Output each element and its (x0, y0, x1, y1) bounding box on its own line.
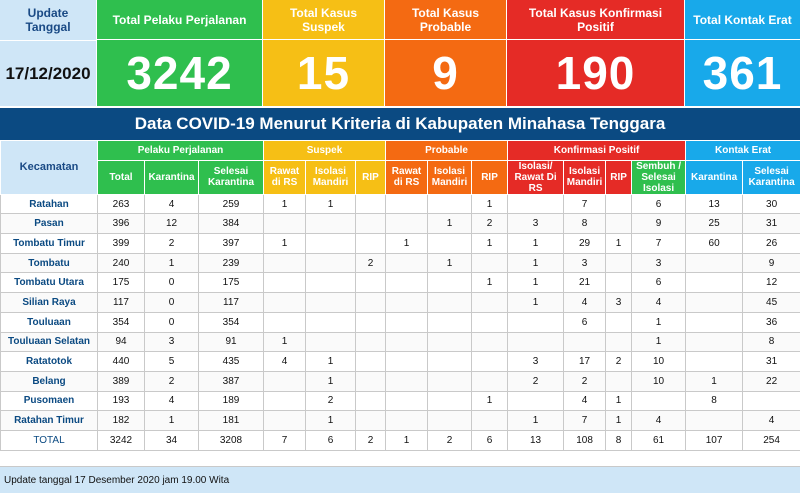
table-cell (264, 253, 306, 273)
total-travelers-value: 3242 (126, 47, 233, 99)
table-cell: 117 (98, 293, 145, 313)
table-row (1, 273, 800, 293)
table-cell (386, 273, 428, 293)
table-cell (386, 391, 428, 411)
table-cell (264, 293, 306, 313)
table-cell: 440 (98, 352, 145, 372)
table-cell (564, 332, 606, 352)
table-row (1, 234, 800, 254)
kecamatan-name: Tombatu Timur (1, 234, 98, 254)
table-cell: 1 (508, 234, 564, 254)
table-cell (743, 391, 800, 411)
total-probable-value: 9 (432, 47, 459, 99)
update-date-card (0, 0, 97, 106)
table-cell (356, 293, 386, 313)
table-cell: 8 (686, 391, 743, 411)
table-row (1, 352, 800, 372)
table-cell (264, 312, 306, 332)
table-cell: 1 (472, 273, 508, 293)
table-cell: 1 (386, 234, 428, 254)
table-cell: 1 (508, 293, 564, 313)
table-cell: 1 (472, 391, 508, 411)
table-row (1, 391, 800, 411)
table-cell: 396 (98, 214, 145, 234)
total-probable-label: Total Kasus Probable (385, 0, 506, 40)
table-cell: 175 (98, 273, 145, 293)
table-cell (386, 194, 428, 214)
table-cell: 4 (145, 194, 199, 214)
total-confirmed-label: Total Kasus Konfirmasi Positif (507, 0, 684, 40)
table-cell: 263 (98, 194, 145, 214)
table-cell (472, 332, 508, 352)
table-cell: 36 (743, 312, 800, 332)
table-cell: 6 (472, 430, 508, 450)
table-cell (264, 371, 306, 391)
table-cell (508, 332, 564, 352)
table-cell: 1 (606, 391, 632, 411)
total-travelers-label: Total Pelaku Perjalanan (97, 0, 262, 40)
table-cell (356, 312, 386, 332)
table-cell: 3242 (98, 430, 145, 450)
table-cell: 354 (98, 312, 145, 332)
table-cell: 1 (264, 234, 306, 254)
table-cell (264, 391, 306, 411)
table-cell (264, 411, 306, 431)
table-cell: 189 (199, 391, 264, 411)
table-cell (472, 253, 508, 273)
table-cell: 8 (564, 214, 606, 234)
table-cell: 12 (743, 273, 800, 293)
table-cell: 2 (145, 371, 199, 391)
table-cell: 22 (743, 371, 800, 391)
table-cell: 4 (743, 411, 800, 431)
kecamatan-name: Ratatotok (1, 352, 98, 372)
total-close-contact-label: Total Kontak Erat (685, 0, 800, 40)
table-cell: 94 (98, 332, 145, 352)
table-cell: 4 (145, 391, 199, 411)
table-cell: 0 (145, 273, 199, 293)
table-cell: 13 (508, 430, 564, 450)
table-cell: 181 (199, 411, 264, 431)
total-confirmed-card (507, 0, 685, 106)
table-cell (386, 411, 428, 431)
table-cell (386, 332, 428, 352)
table-cell: 3 (632, 253, 686, 273)
column-header: Selesai Karantina (199, 160, 264, 194)
table-cell: 31 (743, 352, 800, 372)
table-cell: 1 (686, 371, 743, 391)
table-cell: 0 (145, 293, 199, 313)
table-cell: 6 (564, 312, 606, 332)
column-header: RIP (606, 160, 632, 194)
table-cell: 9 (743, 253, 800, 273)
update-date-value: 17/12/2020 (0, 40, 96, 106)
table-cell: 399 (98, 234, 145, 254)
table-cell (686, 293, 743, 313)
table-cell: 182 (98, 411, 145, 431)
table-cell: 25 (686, 214, 743, 234)
table-cell (472, 411, 508, 431)
table-cell: 3 (508, 214, 564, 234)
table-cell: 1 (508, 273, 564, 293)
column-header: Total (98, 160, 145, 194)
total-suspect-card (263, 0, 385, 106)
table-cell: 1 (606, 411, 632, 431)
table-cell: 107 (686, 430, 743, 450)
table-cell (356, 352, 386, 372)
kecamatan-name: Tombatu (1, 253, 98, 273)
table-cell (606, 194, 632, 214)
table-cell: 435 (199, 352, 264, 372)
table-cell (686, 352, 743, 372)
table-cell (306, 214, 356, 234)
kecamatan-header: Kecamatan (1, 141, 98, 195)
table-cell: 3208 (199, 430, 264, 450)
table-cell (386, 371, 428, 391)
table-cell: 2 (472, 214, 508, 234)
table-cell (264, 273, 306, 293)
table-cell (356, 214, 386, 234)
table-cell: 1 (508, 411, 564, 431)
table-cell: 1 (428, 253, 472, 273)
table-row (1, 293, 800, 313)
total-close-contact-value: 361 (702, 47, 783, 99)
table-cell: 7 (564, 194, 606, 214)
table-cell: 108 (564, 430, 606, 450)
table-cell: 354 (199, 312, 264, 332)
table-cell: 1 (264, 332, 306, 352)
table-cell: 2 (564, 371, 606, 391)
table-row (1, 411, 800, 431)
table-cell (686, 253, 743, 273)
covid-data-table (0, 140, 800, 451)
table-row (1, 214, 800, 234)
table-cell (428, 194, 472, 214)
table-cell: 6 (632, 273, 686, 293)
table-cell: 1 (306, 371, 356, 391)
column-header: Isolasi Mandiri (428, 160, 472, 194)
table-cell (306, 273, 356, 293)
column-header: Isolasi Mandiri (306, 160, 356, 194)
kecamatan-name: Ratahan Timur (1, 411, 98, 431)
table-cell: 12 (145, 214, 199, 234)
table-cell: 397 (199, 234, 264, 254)
table-row (1, 312, 800, 332)
table-cell (428, 411, 472, 431)
table-cell: 34 (145, 430, 199, 450)
group-header-travelers: Pelaku Perjalanan (98, 141, 264, 161)
table-cell: 259 (199, 194, 264, 214)
table-cell: 7 (632, 234, 686, 254)
table-cell: 10 (632, 371, 686, 391)
table-cell: 4 (564, 293, 606, 313)
table-row (1, 194, 800, 214)
table-cell (386, 293, 428, 313)
table-cell: 1 (306, 194, 356, 214)
table-cell (606, 332, 632, 352)
table-cell: 1 (386, 430, 428, 450)
table-cell (428, 391, 472, 411)
table-cell: 3 (508, 352, 564, 372)
table-row (1, 371, 800, 391)
table-cell (356, 194, 386, 214)
table-cell (428, 312, 472, 332)
table-cell: 2 (145, 234, 199, 254)
table-cell (264, 214, 306, 234)
table-cell: 0 (145, 312, 199, 332)
table-cell (356, 332, 386, 352)
table-cell: 240 (98, 253, 145, 273)
group-header-suspect: Suspek (264, 141, 386, 161)
table-cell: 2 (606, 352, 632, 372)
table-cell (386, 253, 428, 273)
update-date-label: Update Tanggal (0, 0, 96, 40)
kecamatan-name: Tombatu Utara (1, 273, 98, 293)
column-header: Karantina (145, 160, 199, 194)
kecamatan-name: Silian Raya (1, 293, 98, 313)
summary-band (0, 0, 800, 106)
table-cell (356, 234, 386, 254)
table-cell: 4 (264, 352, 306, 372)
table-cell (686, 312, 743, 332)
table-cell: 1 (472, 234, 508, 254)
table-cell: 7 (564, 411, 606, 431)
table-cell (428, 273, 472, 293)
total-row (1, 430, 800, 450)
table-cell: 6 (632, 194, 686, 214)
table-cell (356, 371, 386, 391)
table-cell (306, 332, 356, 352)
table-cell (386, 352, 428, 372)
table-cell: 2 (306, 391, 356, 411)
table-cell: 31 (743, 214, 800, 234)
table-cell: 1 (306, 411, 356, 431)
table-cell (386, 214, 428, 234)
table-cell: 1 (472, 194, 508, 214)
table-cell (606, 371, 632, 391)
table-cell (386, 312, 428, 332)
table-cell (632, 391, 686, 411)
kecamatan-name: Pasan (1, 214, 98, 234)
table-cell: 5 (145, 352, 199, 372)
table-cell: 17 (564, 352, 606, 372)
table-cell: 13 (686, 194, 743, 214)
table-cell: 3 (145, 332, 199, 352)
column-header: RIP (472, 160, 508, 194)
table-cell (472, 312, 508, 332)
table-cell: 239 (199, 253, 264, 273)
total-confirmed-value: 190 (555, 47, 636, 99)
table-cell (606, 312, 632, 332)
group-header-close-contact: Kontak Erat (686, 141, 800, 161)
column-header: Rawat di RS (386, 160, 428, 194)
table-cell: 8 (743, 332, 800, 352)
table-cell (306, 293, 356, 313)
page-title: Data COVID-19 Menurut Kriteria di Kabupaten Minahasa Tenggara (0, 106, 800, 140)
table-cell: 1 (632, 332, 686, 352)
column-header: RIP (356, 160, 386, 194)
column-header: Rawat di RS (264, 160, 306, 194)
table-cell: 4 (632, 293, 686, 313)
total-suspect-label: Total Kasus Suspek (263, 0, 384, 40)
table-cell (472, 352, 508, 372)
table-cell (428, 293, 472, 313)
kecamatan-name: Pusomaen (1, 391, 98, 411)
table-cell: 6 (306, 430, 356, 450)
table-cell: 384 (199, 214, 264, 234)
table-cell: 45 (743, 293, 800, 313)
table-cell: 4 (632, 411, 686, 431)
table-cell: 3 (606, 293, 632, 313)
kecamatan-name: Belang (1, 371, 98, 391)
table-cell: 26 (743, 234, 800, 254)
table-cell: 91 (199, 332, 264, 352)
table-cell (356, 273, 386, 293)
column-header: Selesai Karantina (743, 160, 800, 194)
table-row (1, 253, 800, 273)
kecamatan-name: Ratahan (1, 194, 98, 214)
table-body (1, 194, 800, 450)
table-cell: 1 (428, 214, 472, 234)
table-cell: 1 (264, 194, 306, 214)
table-cell: 1 (632, 312, 686, 332)
group-header-probable: Probable (386, 141, 508, 161)
table-cell (428, 352, 472, 372)
table-cell (606, 214, 632, 234)
total-label: TOTAL (1, 430, 98, 450)
table-cell: 254 (743, 430, 800, 450)
table-cell (306, 253, 356, 273)
table-cell: 389 (98, 371, 145, 391)
total-probable-card (385, 0, 507, 106)
table-cell: 21 (564, 273, 606, 293)
table-cell: 387 (199, 371, 264, 391)
table-cell: 193 (98, 391, 145, 411)
table-cell (606, 253, 632, 273)
table-cell: 1 (145, 253, 199, 273)
column-header: Karantina (686, 160, 743, 194)
total-close-contact-card (685, 0, 800, 106)
table-cell (508, 312, 564, 332)
table-cell (356, 391, 386, 411)
kecamatan-name: Touluaan Selatan (1, 332, 98, 352)
table-cell: 175 (199, 273, 264, 293)
column-header: Sembuh / Selesai Isolasi (632, 160, 686, 194)
table-cell: 3 (564, 253, 606, 273)
table-cell: 61 (632, 430, 686, 450)
table-cell (428, 332, 472, 352)
table-cell: 117 (199, 293, 264, 313)
table-row (1, 332, 800, 352)
table-cell (472, 293, 508, 313)
table-cell (508, 391, 564, 411)
group-header-confirmed: Konfirmasi Positif (508, 141, 686, 161)
table-cell: 60 (686, 234, 743, 254)
table-cell: 2 (508, 371, 564, 391)
table-cell (508, 194, 564, 214)
table-cell (686, 332, 743, 352)
table-cell: 1 (306, 352, 356, 372)
footer-note: Update tanggal 17 Desember 2020 jam 19.00 Wita (0, 466, 800, 493)
table-cell: 30 (743, 194, 800, 214)
table-cell (686, 273, 743, 293)
table-cell: 4 (564, 391, 606, 411)
table-cell (428, 234, 472, 254)
table-cell (472, 371, 508, 391)
table-cell: 7 (264, 430, 306, 450)
table-cell: 9 (632, 214, 686, 234)
column-header: Isolasi/ Rawat Di RS (508, 160, 564, 194)
table-cell: 2 (428, 430, 472, 450)
total-travelers-card (97, 0, 263, 106)
table-cell (606, 273, 632, 293)
table-cell (686, 411, 743, 431)
table-cell (356, 411, 386, 431)
kecamatan-name: Touluaan (1, 312, 98, 332)
table-cell: 1 (508, 253, 564, 273)
table-cell (306, 234, 356, 254)
total-suspect-value: 15 (296, 47, 351, 99)
table-cell: 8 (606, 430, 632, 450)
table-cell: 1 (606, 234, 632, 254)
table-cell: 29 (564, 234, 606, 254)
column-header: Isolasi Mandiri (564, 160, 606, 194)
table-cell (428, 371, 472, 391)
table-cell: 2 (356, 430, 386, 450)
table-cell: 1 (145, 411, 199, 431)
table-cell: 2 (356, 253, 386, 273)
table-cell (306, 312, 356, 332)
table-cell: 10 (632, 352, 686, 372)
